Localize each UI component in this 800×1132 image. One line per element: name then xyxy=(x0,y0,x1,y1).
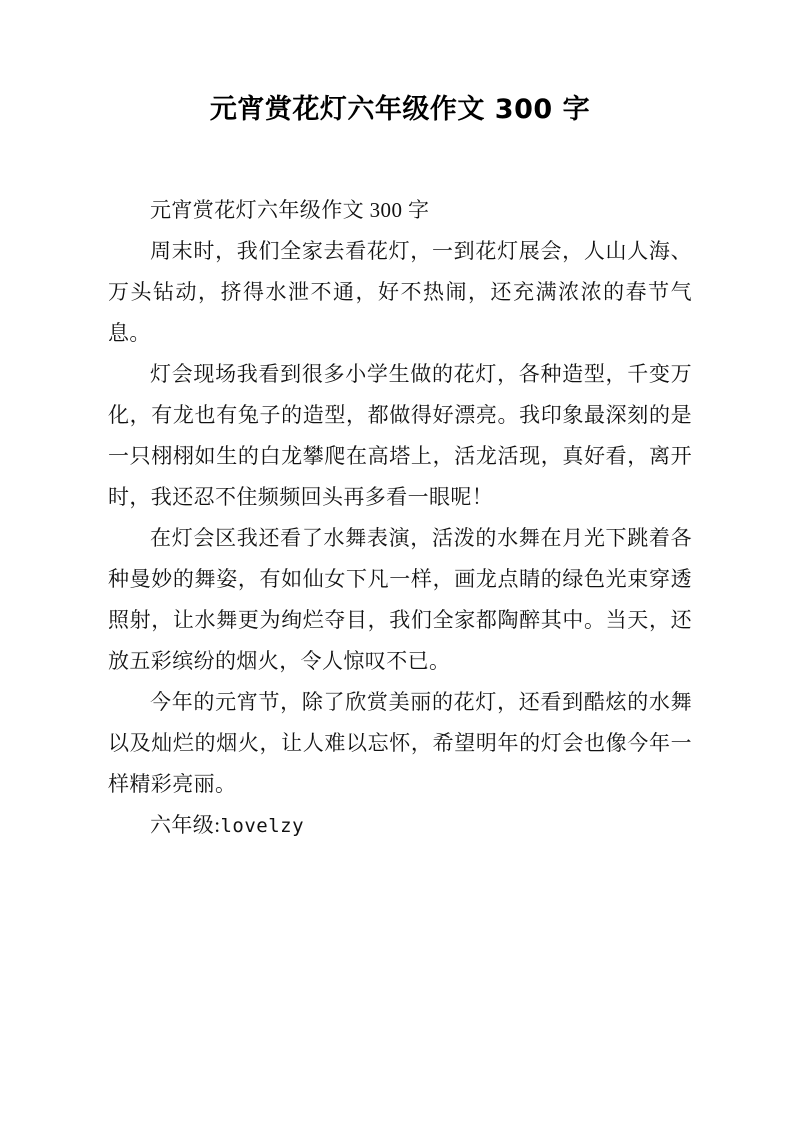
signature-value: lovelzy xyxy=(220,815,305,838)
paragraph: 今年的元宵节，除了欣赏美丽的花灯，还看到酷炫的水舞以及灿烂的烟火，让人难以忘怀，希望明年的灯会也像今年一样精彩亮丽。 xyxy=(108,690,692,797)
page-title: 元宵赏花灯六年级作文 300 字 xyxy=(209,94,591,125)
paragraph: 元宵赏花灯六年级作文 300 字 xyxy=(150,198,430,223)
paragraph: 灯会现场我看到很多小学生做的花灯，各种造型，千变万化，有龙也有兔子的造型，都做得好漂亮。我印象最深刻的是一只栩栩如生的白龙攀爬在高塔上，活龙活现，真好看，离开时，我还忍不住频频回头再多看一眼呢！ xyxy=(108,362,692,510)
signature-line xyxy=(108,805,692,847)
document-body xyxy=(108,190,692,847)
signature-label: 六年级: xyxy=(150,813,221,838)
paragraph: 周末时，我们全家去看花灯，一到花灯展会，人山人海、万头钻动，挤得水泄不通，好不热闹，还充满浓浓的春节气息。 xyxy=(108,239,692,346)
paragraph: 在灯会区我还看了水舞表演，活泼的水舞在月光下跳着各种曼妙的舞姿，有如仙女下凡一样，画龙点睛的绿色光束穿透照射，让水舞更为绚烂夺目，我们全家都陶醉其中。当天，还放五彩缤纷的烟火，令人惊叹不已。 xyxy=(108,526,692,674)
